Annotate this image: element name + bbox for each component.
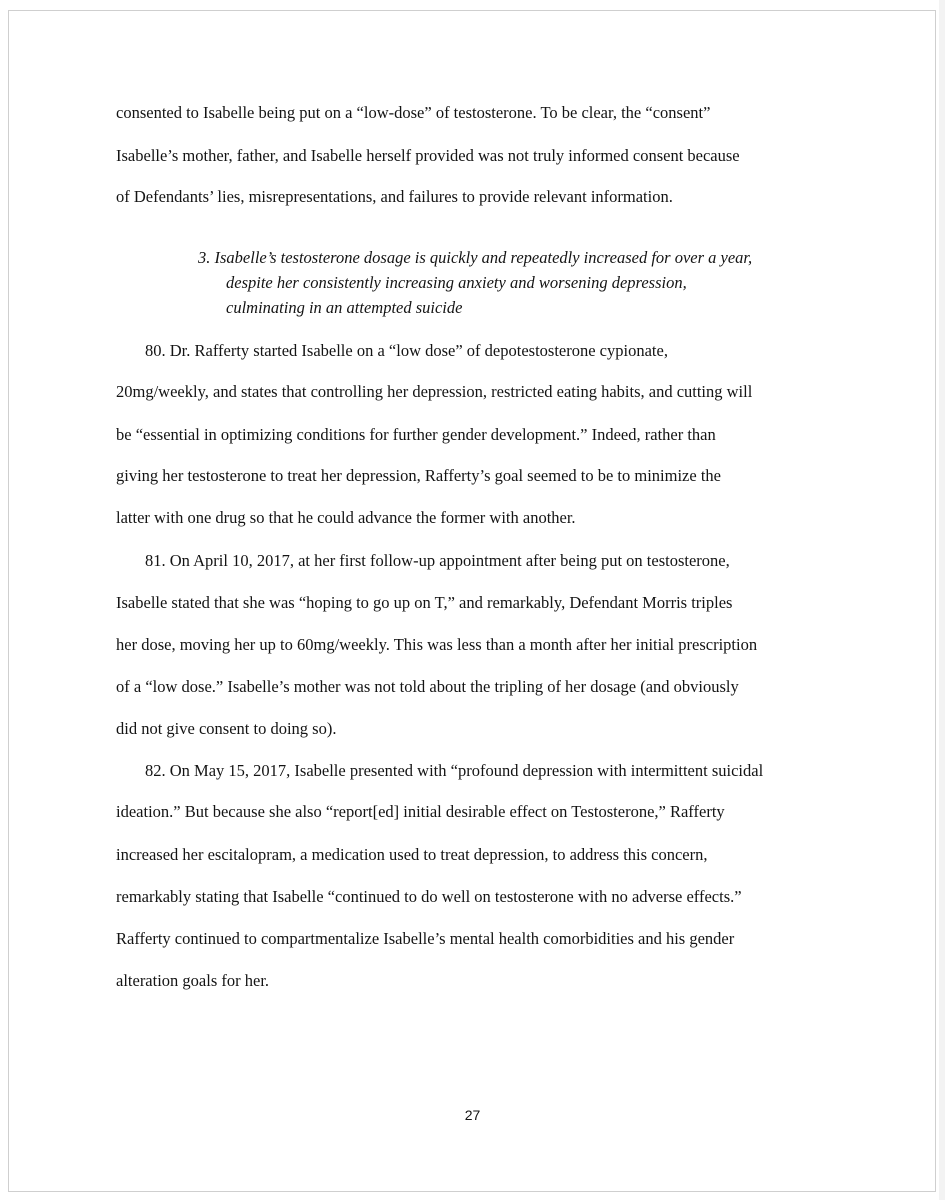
paragraph-82-line: increased her escitalopram, a medication used to treat depression, to address this concern, bbox=[116, 845, 708, 864]
paragraph-80-line: be “essential in optimizing conditions for further gender development.” Indeed, rather than bbox=[116, 425, 716, 444]
paragraph-82-line: ideation.” But because she also “report[ed] initial desirable effect on Testosterone,” Rafferty bbox=[116, 802, 725, 821]
paragraph-82-line: remarkably stating that Isabelle “continued to do well on testosterone with no adverse effects.” bbox=[116, 887, 742, 906]
opening-paragraph-line: consented to Isabelle being put on a “low-dose” of testosterone. To be clear, the “consent” bbox=[116, 103, 711, 122]
paragraph-82-line: 82. On May 15, 2017, Isabelle presented with “profound depression with intermittent suicidal bbox=[145, 761, 764, 780]
opening-paragraph-line: of Defendants’ lies, misrepresentations, and failures to provide relevant information. bbox=[116, 187, 673, 206]
paragraph-82-line: alteration goals for her. bbox=[116, 971, 270, 990]
section-heading-line: culminating in an attempted suicide bbox=[226, 298, 463, 317]
paragraph-80-line: giving her testosterone to treat her depression, Rafferty’s goal seemed to be to minimize the bbox=[116, 466, 721, 485]
paragraph-81-line: of a “low dose.” Isabelle’s mother was not told about the tripling of her dosage (and obviously bbox=[116, 677, 739, 696]
section-heading-line: 3. Isabelle’s testosterone dosage is quickly and repeatedly increased for over a year, bbox=[198, 248, 753, 267]
section-heading-line: despite her consistently increasing anxiety and worsening depression, bbox=[226, 273, 687, 292]
paragraph-80-line: latter with one drug so that he could advance the former with another. bbox=[116, 508, 576, 527]
paragraph-81-line: 81. On April 10, 2017, at her first follow-up appointment after being put on testosterone, bbox=[145, 551, 730, 570]
paragraph-81-line: her dose, moving her up to 60mg/weekly. This was less than a month after her initial prescription bbox=[116, 635, 758, 654]
paragraph-80-line: 80. Dr. Rafferty started Isabelle on a “low dose” of depotestosterone cypionate, bbox=[145, 341, 668, 360]
opening-paragraph-line: Isabelle’s mother, father, and Isabelle herself provided was not truly informed consent because bbox=[116, 146, 740, 165]
paragraph-82-line: Rafferty continued to compartmentalize Isabelle’s mental health comorbidities and his gender bbox=[116, 929, 735, 948]
paragraph-81-line: did not give consent to doing so). bbox=[116, 719, 337, 738]
paragraph-81-line: Isabelle stated that she was “hoping to go up on T,” and remarkably, Defendant Morris triples bbox=[116, 593, 733, 612]
scrollbar[interactable] bbox=[939, 0, 945, 1200]
paragraph-80-line: 20mg/weekly, and states that controlling her depression, restricted eating habits, and cutting will bbox=[116, 382, 753, 401]
page-number: 27 bbox=[464, 1107, 481, 1123]
